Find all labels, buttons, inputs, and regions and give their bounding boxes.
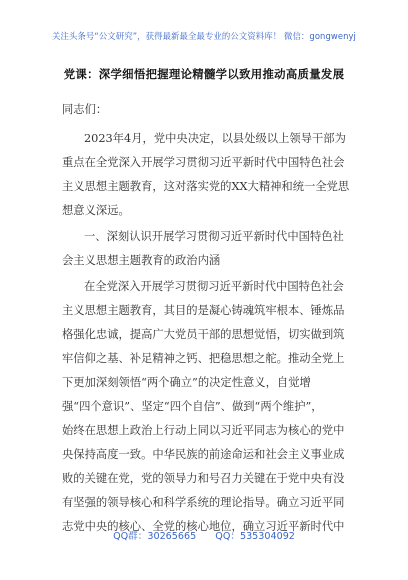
text-line: 在全党深入开展学习贯彻习近平新时代中国特色社会 — [84, 280, 344, 293]
text-line: 重点在全党深入开展学习贯彻习近平新时代中国特色社会 — [62, 156, 345, 169]
paragraph-intro — [62, 127, 362, 223]
text-line: 败的关键在党，党的领导力和号召力关键在于党中央有没 — [62, 472, 345, 485]
text-line: 强“四个意识”、坚定“四个自信”、做到“两个维护”， — [62, 400, 323, 413]
text-line: 始终在思想上政治上行动上同以习近平同志为核心的党中 — [62, 424, 345, 437]
text-line: 主义思想主题教育，这对落实党的XX大精神和统一全党思 — [62, 180, 350, 193]
text-line: 会主义思想主题教育的政治内涵 — [62, 254, 221, 267]
text-line: 2023年4月，党中央决定，以县处级以上领导干部为 — [84, 132, 346, 145]
footer-contact — [0, 528, 408, 542]
qq-group-number: QQ群：30265665 — [113, 531, 197, 542]
text-line: 想意义深远。 — [62, 204, 130, 217]
text-line: 牢信仰之基、补足精神之钙、把稳思想之舵。推动全党上 — [62, 352, 345, 365]
text-line: 格强化忠诚，提高广大党员干部的思想觉悟，切实做到筑 — [62, 328, 345, 341]
section-heading — [62, 225, 362, 273]
text-line: 央保持高度一致。中华民族的前途命运和社会主义事业成 — [62, 448, 345, 461]
document-title: 党课：深学细悟把握理论精髓学以致用推动高质量发展 — [63, 67, 345, 81]
text-line: 一、深刻认识开展学习贯彻习近平新时代中国特色社 — [84, 230, 344, 243]
text-line: 主义思想主题教育，其目的是凝心铸魂筑牢根本、锤炼品 — [62, 304, 345, 317]
header-banner: 关注头条号“公文研究”，获得最新最全最专业的公文资料库！ 微信：gongwenyj — [52, 31, 356, 41]
greeting: 同志们： — [62, 103, 108, 116]
qq-number: QQ：535304092 — [215, 531, 295, 542]
text-line: 志党中央的核心、全党的核心地位，确立习近平新时代中 — [62, 520, 345, 533]
text-line: 下更加深刻领悟“两个确立”的决定性意义，自觉增 — [62, 376, 311, 389]
text-line: 有坚强的领导核心和科学系统的理论指导。确立习近平同 — [62, 496, 345, 509]
paragraph-body — [62, 275, 362, 539]
